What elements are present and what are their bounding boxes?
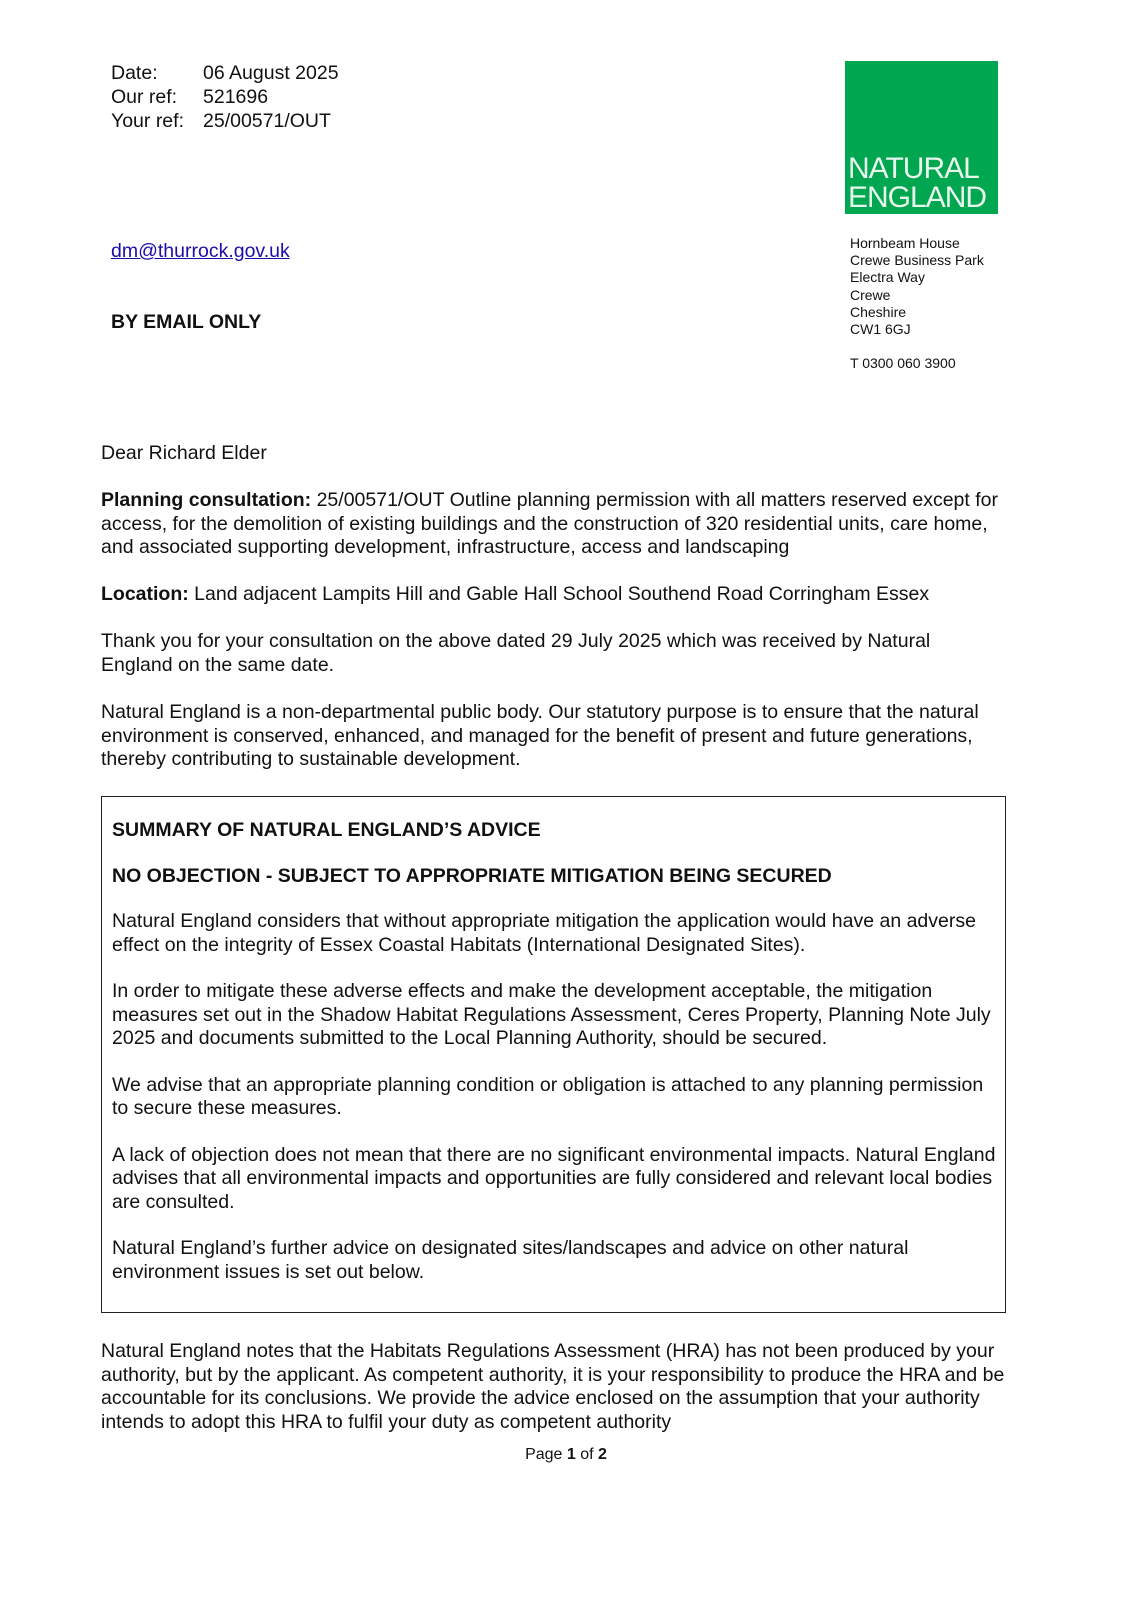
consultation-paragraph bbox=[101, 489, 1006, 560]
logo-text bbox=[848, 154, 986, 212]
address-line: Cheshire bbox=[850, 303, 907, 320]
summary-paragraph: Natural England considers that without appropriate mitigation the application would have an adverse effect on the integrity of Essex Coastal Habitats (International Designated Sites). bbox=[112, 910, 976, 956]
address-line: Crewe Business Park bbox=[850, 252, 984, 269]
summary-paragraph: A lack of objection does not mean that there are no significant environmental impacts. Natural England advises that all environmental impacts and opportunities are fully considered and relevant local bodies are consulted. bbox=[112, 1143, 996, 1213]
salutation: Dear Richard Elder bbox=[101, 442, 267, 464]
summary-paragraph: Natural England’s further advice on designated sites/landscapes and advice on other natural environment issues is set out below. bbox=[112, 1237, 909, 1283]
our-ref-value: 521696 bbox=[203, 86, 269, 108]
page-of: of bbox=[575, 1446, 599, 1463]
reference-block bbox=[111, 61, 339, 133]
address-line: Electra Way bbox=[850, 269, 925, 286]
current-page: 1 bbox=[566, 1446, 576, 1463]
address-line: CW1 6GJ bbox=[850, 321, 911, 338]
location-label: Location: bbox=[101, 583, 189, 605]
recipient-email-link[interactable]: dm@thurrock.gov.uk bbox=[111, 240, 290, 262]
your-ref-row bbox=[111, 109, 339, 133]
consultation-label: Planning consultation: bbox=[101, 489, 312, 511]
summary-verdict: NO OBJECTION - SUBJECT TO APPROPRIATE MITIGATION BEING SECURED bbox=[112, 864, 832, 887]
location-text: Land adjacent Lampits Hill and Gable Hall School Southend Road Corringham Essex bbox=[188, 583, 930, 605]
your-ref-value: 25/00571/OUT bbox=[203, 110, 331, 132]
thank-you-paragraph: Thank you for your consultation on the above dated 29 July 2025 which was received by Natural England on the same date. bbox=[101, 630, 931, 676]
address-line: Crewe bbox=[850, 286, 891, 303]
delivery-note: BY EMAIL ONLY bbox=[111, 311, 262, 333]
logo-line-1: NATURAL bbox=[848, 152, 979, 185]
consultation-text: 25/00571/OUT Outline planning permission with all matters reserved except for access, for the demolition of existing buildings and the construction of 320 residential units, care home, and associated supporting development, infrastructure, access and landscaping bbox=[101, 489, 998, 558]
summary-advice-box bbox=[101, 796, 1006, 1313]
total-pages: 2 bbox=[598, 1446, 607, 1463]
logo-line-2: ENGLAND bbox=[848, 181, 987, 214]
location-paragraph bbox=[101, 583, 1006, 607]
date-row bbox=[111, 61, 339, 85]
date-value: 06 August 2025 bbox=[203, 62, 339, 84]
statutory-purpose-paragraph: Natural England is a non-departmental public body. Our statutory purpose is to ensure that the natural environment is conserved, enhanced, and managed for the benefit of present and future generations, thereby contributing to sustainable development. bbox=[101, 701, 979, 770]
address-line: Hornbeam House bbox=[850, 235, 960, 251]
our-ref-label: Our ref: bbox=[111, 86, 178, 108]
our-ref-row bbox=[111, 85, 339, 109]
hra-paragraph: Natural England notes that the Habitats Regulations Assessment (HRA) has not been produced by your authority, but by the applicant. As competent authority, it is your responsibility to produce the HRA and be accountable for its conclusions. We provide the advice enclosed on the assumption that your authority intends to adopt this HRA to fulfil your duty as competent authority bbox=[101, 1340, 1005, 1433]
date-label: Date: bbox=[111, 62, 158, 84]
page-prefix: Page bbox=[525, 1446, 567, 1463]
phone-number: T 0300 060 3900 bbox=[850, 355, 956, 372]
summary-title: SUMMARY OF NATURAL ENGLAND’S ADVICE bbox=[112, 819, 541, 841]
page-number-footer bbox=[0, 1446, 1132, 1464]
summary-paragraph: In order to mitigate these adverse effects and make the development acceptable, the mitigation measures set out in the Shadow Habitat Regulations Assessment, Ceres Property, Planning Note July 2025 and documents submitted to the Local Planning Authority, should be secured. bbox=[112, 980, 991, 1049]
summary-paragraph: We advise that an appropriate planning condition or obligation is attached to any planning permission to secure these measures. bbox=[112, 1073, 984, 1119]
natural-england-logo bbox=[845, 61, 998, 214]
sender-address bbox=[850, 235, 984, 372]
your-ref-label: Your ref: bbox=[111, 110, 184, 132]
